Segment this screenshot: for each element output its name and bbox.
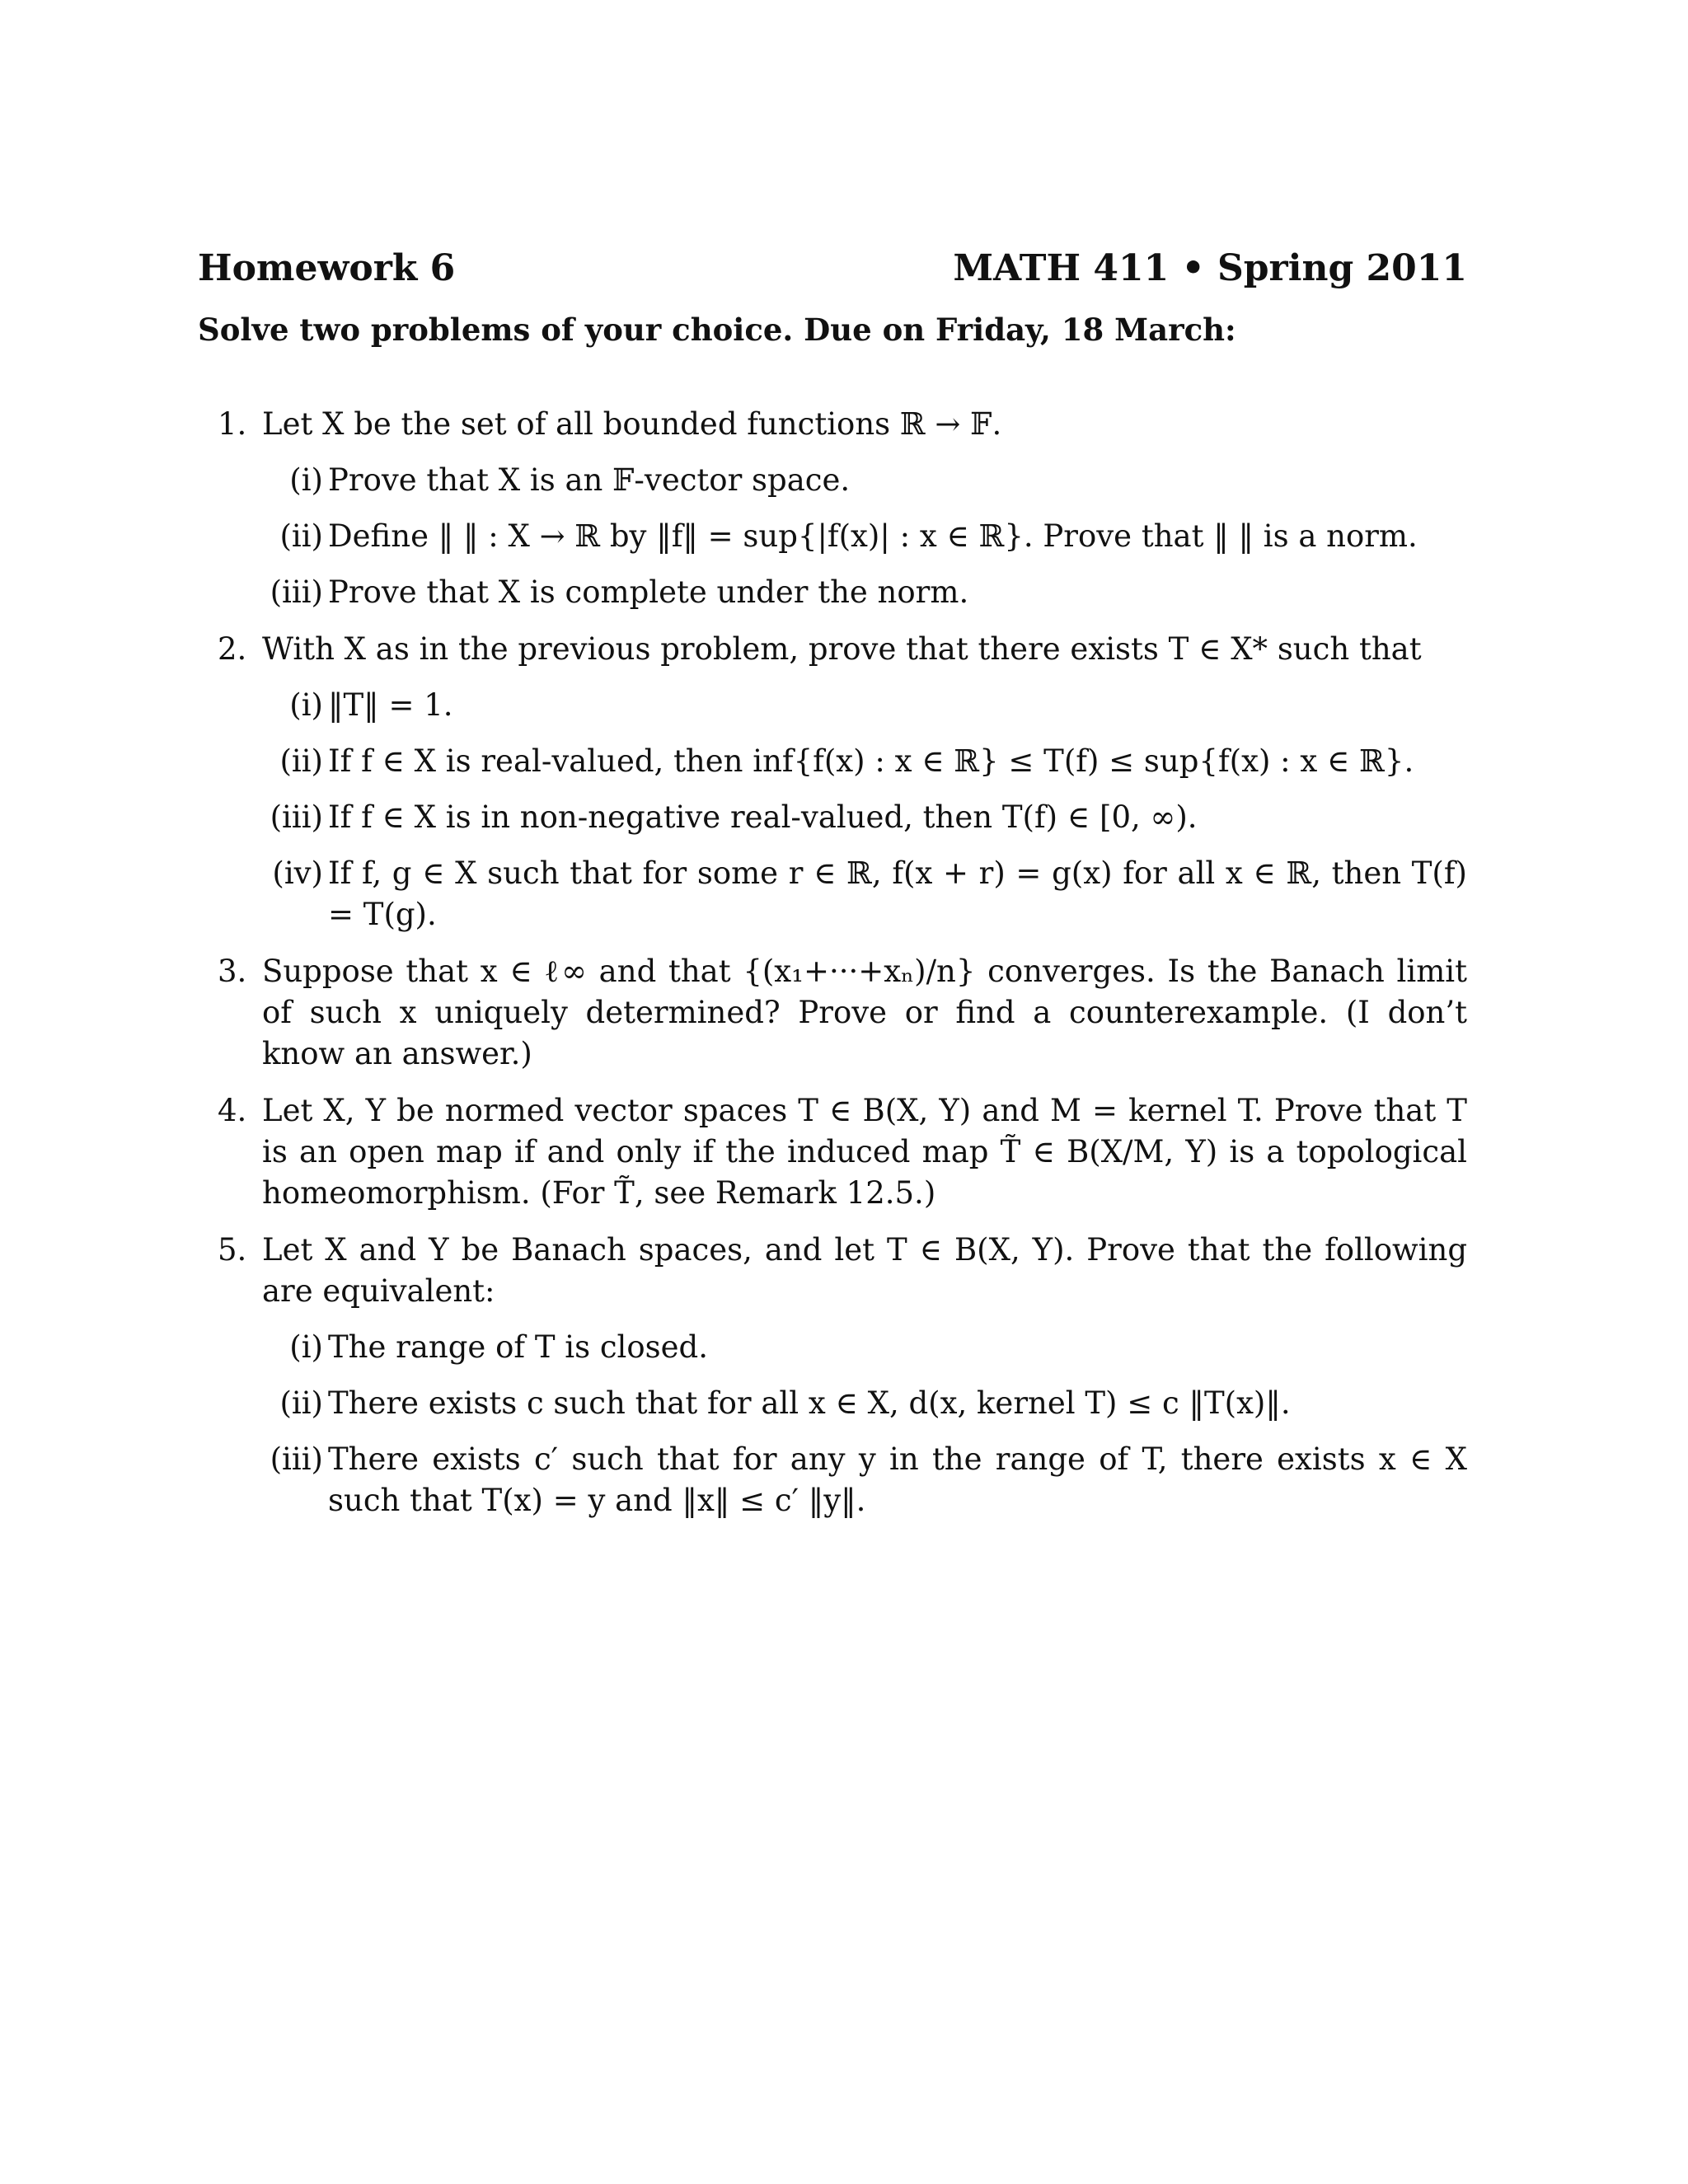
subitem-text: Prove that X is complete under the norm. [328, 574, 969, 610]
subitem-text: There exists c′ such that for any y in the range of T, there exists x ∈ X such that T(x) = y and ‖x‖ ≤ c′ ‖y‖. [328, 1441, 1467, 1518]
homework-page [198, 247, 1467, 1537]
subitem [262, 853, 1467, 935]
problem-1 [198, 404, 1467, 613]
subitem-text: ‖T‖ = 1. [328, 687, 453, 723]
problem-5 [198, 1230, 1467, 1521]
subitem [262, 741, 1467, 782]
subitem [262, 797, 1467, 838]
problem-number: 2. [218, 631, 247, 667]
problem-text: Let X and Y be Banach spaces, and let T ∈ B(X, Y). Prove that the following are equivalent: [262, 1232, 1467, 1309]
problem-3 [198, 951, 1467, 1075]
subitem-label: (iii) [270, 799, 323, 835]
subitem-label: (ii) [279, 743, 323, 779]
problem-list [198, 404, 1467, 1521]
subitem [262, 516, 1467, 557]
subitem-label: (i) [289, 1329, 323, 1365]
problem-2 [198, 629, 1467, 935]
subitem-text: There exists c such that for all x ∈ X, d(x, kernel T) ≤ c ‖T(x)‖. [328, 1385, 1291, 1421]
subitem [262, 1439, 1467, 1521]
subitem-label: (ii) [279, 518, 323, 554]
problem-text: Suppose that x ∈ ℓ∞ and that {(x₁+···+xₙ)/n} converges. Is the Banach limit of such x uniquely determined? Prove or find a counterexample. (I don’t know an answer.) [262, 954, 1467, 1071]
problem-4 [198, 1090, 1467, 1214]
subitem-list [262, 1327, 1467, 1521]
problem-number: 5. [218, 1232, 247, 1268]
subitem [262, 1327, 1467, 1368]
problem-text: Let X be the set of all bounded functions ℝ → 𝔽. [262, 406, 1002, 442]
problem-number: 3. [218, 954, 247, 989]
subitem [262, 460, 1467, 501]
subitem-text: If f, g ∈ X such that for some r ∈ ℝ, f(x + r) = g(x) for all x ∈ ℝ, then T(f) = T(g). [328, 855, 1467, 932]
subitem-label: (ii) [279, 1385, 323, 1421]
subitem-list [262, 685, 1467, 935]
subitem [262, 572, 1467, 613]
problem-text: With X as in the previous problem, prove that there exists T ∈ X* such that [262, 631, 1422, 667]
problem-text: Let X, Y be normed vector spaces T ∈ B(X, Y) and M = kernel T. Prove that T is an open map if and only if the induced map T̃ ∈ B(X/M, Y) is a topological homeomorphism. (For T̃, see Remark 12.5.) [262, 1093, 1467, 1211]
subitem-text: If f ∈ X is in non-negative real-valued, then T(f) ∈ [0, ∞). [328, 799, 1198, 835]
subitem-text: Define ‖ ‖ : X → ℝ by ‖f‖ = sup{|f(x)| : x ∈ ℝ}. Prove that ‖ ‖ is a norm. [328, 518, 1418, 554]
problem-number: 4. [218, 1093, 247, 1128]
subitem-label: (i) [289, 687, 323, 723]
homework-title: Homework 6 [198, 247, 456, 289]
subitem-text: The range of T is closed. [328, 1329, 709, 1365]
subitem-label: (iv) [272, 855, 323, 891]
subitem-list [262, 460, 1467, 613]
subitem-label: (iii) [270, 574, 323, 610]
course-term: MATH 411 • Spring 2011 [953, 247, 1467, 289]
instructions: Solve two problems of your choice. Due on Friday, 18 March: [198, 312, 1236, 348]
problem-number: 1. [218, 406, 247, 442]
header [198, 247, 1467, 305]
subitem-text: If f ∈ X is real-valued, then inf{f(x) : x ∈ ℝ} ≤ T(f) ≤ sup{f(x) : x ∈ ℝ}. [328, 743, 1414, 779]
subitem-label: (i) [289, 462, 323, 498]
subitem [262, 1383, 1467, 1424]
subitem-text: Prove that X is an 𝔽-vector space. [328, 462, 851, 498]
subitem-label: (iii) [270, 1441, 323, 1477]
subitem [262, 685, 1467, 726]
